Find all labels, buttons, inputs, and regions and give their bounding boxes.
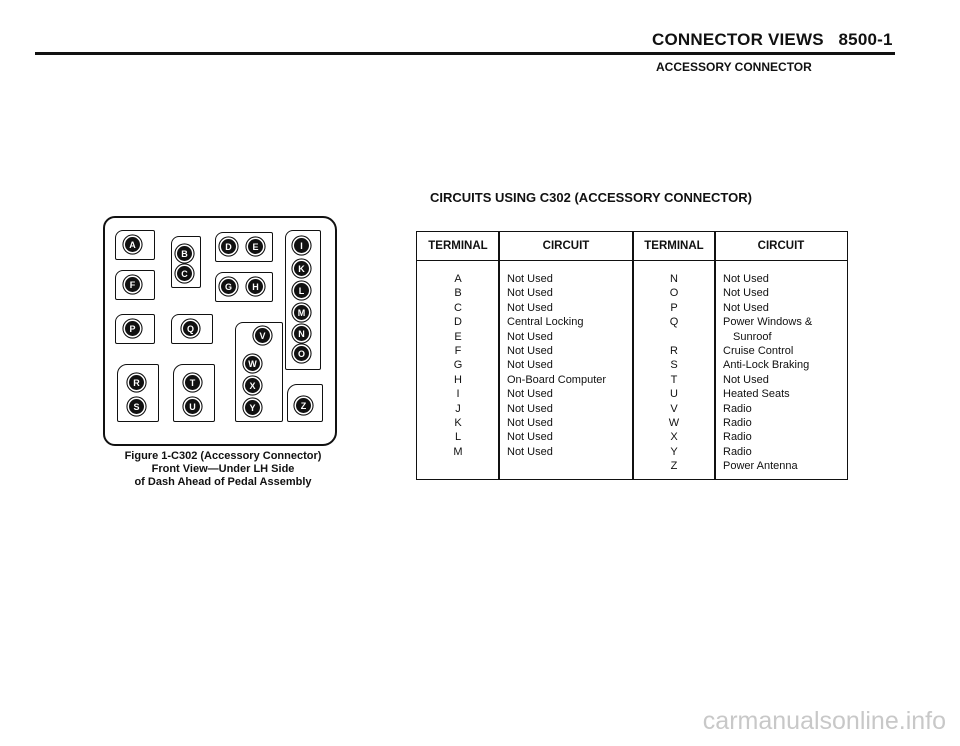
header-terminal-right: TERMINAL (644, 240, 704, 252)
table-cell-terminal: O (669, 287, 679, 300)
pin-f: F (125, 277, 140, 292)
left-terminal-column (417, 272, 499, 459)
right-terminal-column (633, 272, 715, 473)
table-cell-terminal: M (453, 445, 463, 458)
pin-a: A (125, 237, 140, 252)
table-cell-circuit: Not Used (507, 301, 553, 314)
table-cell-terminal: R (670, 344, 678, 357)
table-cell-circuit: Not Used (723, 301, 769, 314)
table-cell-terminal: Q (669, 316, 679, 329)
pin-m: M (294, 305, 309, 320)
table-cell-terminal: E (454, 330, 462, 343)
table-cell-circuit: Radio (723, 445, 752, 458)
caption-line-3: of Dash Ahead of Pedal Assembly (134, 476, 312, 488)
table-cell-terminal: P (670, 301, 678, 314)
table-cell-circuit: Not Used (507, 287, 553, 300)
left-circuit-column (507, 272, 631, 459)
table-cell-terminal: W (668, 416, 680, 429)
pin-y: Y (245, 400, 260, 415)
table-cell-circuit: Anti-Lock Braking (723, 359, 810, 372)
pin-h: H (248, 279, 263, 294)
header-terminal-left: TERMINAL (428, 240, 488, 252)
table-cell-circuit: Not Used (507, 388, 553, 401)
table-cell-terminal: H (454, 373, 462, 386)
header-circuit-right: CIRCUIT (757, 240, 805, 252)
table-cell-terminal: U (670, 388, 678, 401)
table-cell-terminal: C (454, 301, 462, 314)
pin-q: Q (183, 321, 198, 336)
pin-o: O (294, 346, 309, 361)
table-cell-circuit: Not Used (507, 359, 553, 372)
pin-w: W (245, 356, 260, 371)
table-cell-terminal: F (454, 344, 462, 357)
table-cell-terminal: A (454, 273, 462, 285)
table-cell-terminal: I (456, 388, 460, 401)
table-cell-circuit: Sunroof (733, 330, 772, 343)
table-cell-terminal: L (454, 431, 462, 444)
circuits-table (416, 231, 848, 480)
pin-g: G (221, 279, 236, 294)
pin-c: C (177, 266, 192, 281)
pin-e: E (248, 239, 263, 254)
table-cell-terminal: V (670, 402, 678, 415)
watermark-text: carmanualsonline.info (702, 707, 946, 735)
pin-v: V (255, 328, 270, 343)
page-header-subtitle: ACCESSORY CONNECTOR (656, 60, 812, 74)
table-cell-circuit: Power Windows & (723, 316, 813, 329)
pin-i: I (294, 238, 309, 253)
header-circuit-left: CIRCUIT (542, 240, 590, 252)
table-cell-circuit: Not Used (507, 330, 553, 343)
table-cell-circuit: On-Board Computer (507, 373, 607, 386)
pin-r: R (129, 375, 144, 390)
pin-z: Z (296, 398, 311, 413)
table-cell-terminal: Z (670, 460, 678, 473)
table-cell-terminal: S (670, 359, 678, 372)
table-cell-circuit: Radio (723, 416, 752, 429)
figure-caption (100, 450, 346, 489)
table-cell-circuit: Not Used (723, 273, 769, 285)
table-cell-circuit: Heated Seats (723, 388, 790, 401)
table-cell-terminal: D (454, 316, 462, 329)
caption-line-1: Figure 1-C302 (Accessory Connector) (124, 450, 322, 462)
pin-b: B (177, 246, 192, 261)
table-cell-terminal: B (454, 287, 462, 300)
caption-line-2: Front View—Under LH Side (151, 463, 295, 475)
table-cell-circuit: Not Used (723, 287, 769, 300)
header-rule (35, 52, 895, 55)
connector-diagram (103, 216, 337, 446)
pin-u: U (185, 399, 200, 414)
pin-n: N (294, 326, 309, 341)
table-cell-circuit: Central Locking (507, 316, 584, 329)
table-cell-circuit: Cruise Control (723, 344, 794, 357)
table-cell-terminal: N (670, 273, 678, 285)
pin-k: K (294, 261, 309, 276)
pin-x: X (245, 378, 260, 393)
table-cell-terminal: G (453, 359, 463, 372)
table-cell-terminal: T (670, 373, 678, 386)
table-cell-circuit: Not Used (507, 445, 553, 458)
pin-d: D (221, 239, 236, 254)
pin-s: S (129, 399, 144, 414)
table-cell-circuit: Radio (723, 402, 752, 415)
pin-l: L (294, 283, 309, 298)
table-cell-terminal: Y (670, 445, 678, 458)
pin-t: T (185, 375, 200, 390)
table-cell-circuit: Not Used (507, 416, 553, 429)
table-cell-terminal (633, 330, 715, 344)
pin-p: P (125, 321, 140, 336)
table-cell-terminal: J (455, 402, 461, 415)
page-header-title: CONNECTOR VIEWS 8500-1 (652, 30, 893, 49)
table-cell-circuit: Power Antenna (723, 460, 798, 473)
table-cell-circuit: Not Used (507, 402, 553, 415)
table-cell-circuit: Not Used (723, 373, 769, 386)
table-cell-circuit: Not Used (507, 431, 553, 444)
right-circuit-column (723, 272, 847, 473)
table-cell-circuit: Not Used (507, 344, 553, 357)
table-cell-circuit: Radio (723, 431, 752, 444)
table-cell-terminal: K (454, 416, 462, 429)
table-title: CIRCUITS USING C302 (ACCESSORY CONNECTOR) (430, 190, 752, 205)
table-cell-terminal: X (670, 431, 678, 444)
table-cell-circuit: Not Used (507, 273, 553, 285)
